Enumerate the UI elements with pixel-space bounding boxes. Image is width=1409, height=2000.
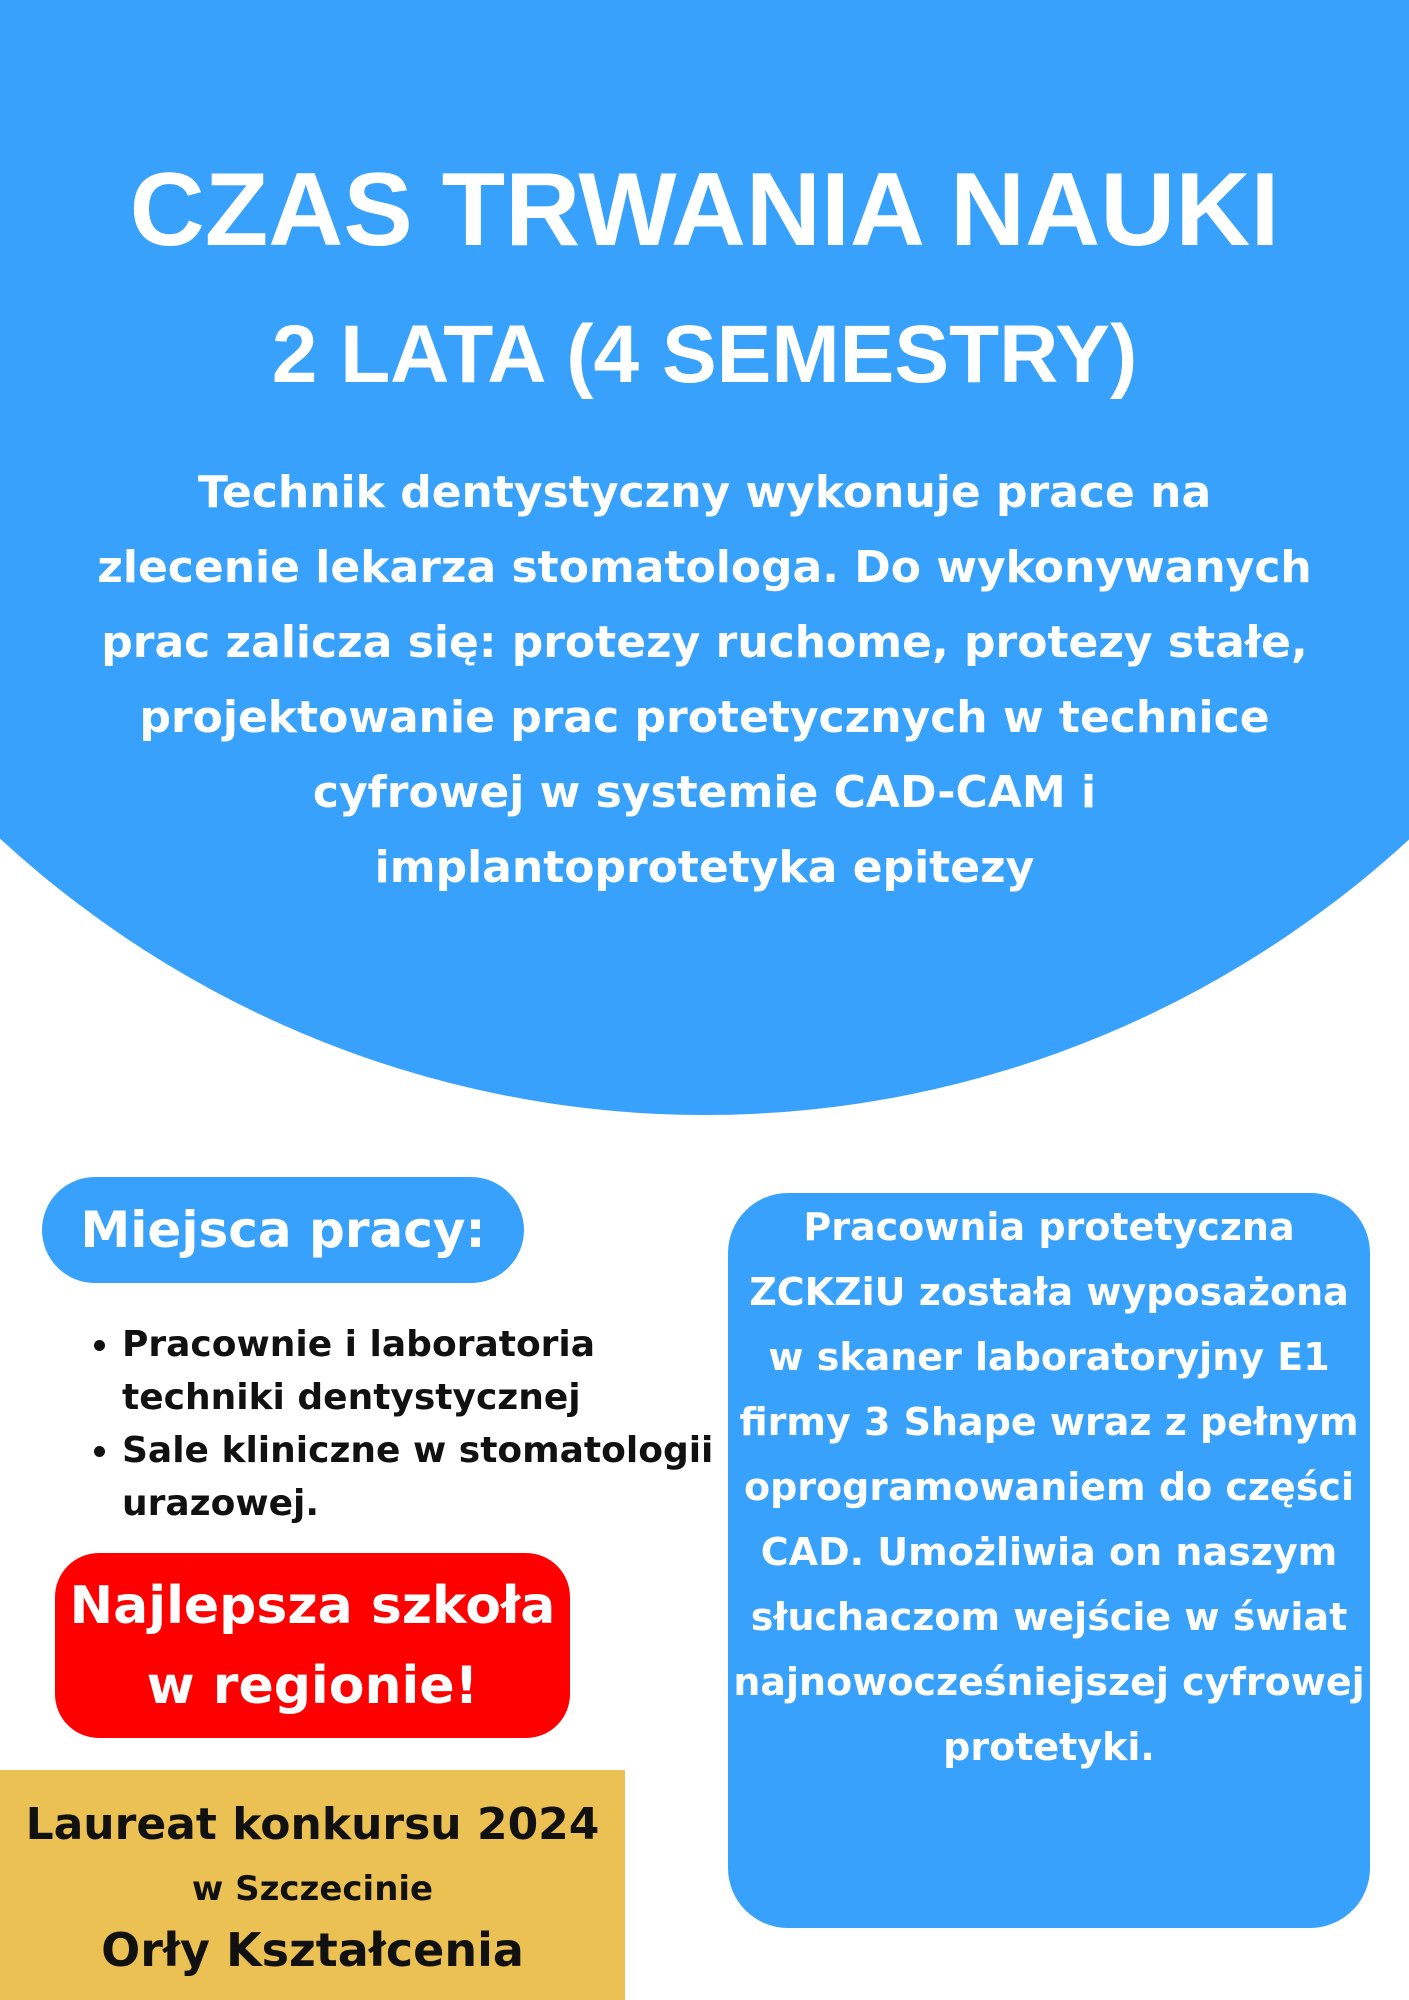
lab-info-box — [728, 1193, 1370, 1928]
duration-subtitle: 2 LATA (4 SEMESTRY) — [271, 309, 1138, 400]
best-school-badge — [55, 1553, 570, 1738]
lab-info-text: Pracownia protetyczna ZCKZiU została wyposażona w skaner laboratoryjny E1 firmy 3 Shape wraz z pełnym oprogramowaniem do części CAD. Umożliwia on naszym słuchaczom wejście w świat najnowocześniejszej cyfrowej protetyki. — [733, 1205, 1365, 1769]
workplace-item-clinics: • Sale kliniczne w stomatologii urazowej. — [122, 1424, 762, 1530]
laureate-line3: Orły Kształcenia — [101, 1923, 524, 1977]
laureate-line2: w Szczecinie — [191, 1869, 434, 1909]
laureate-box — [0, 1770, 625, 2000]
best-school-line2: w regionie! — [146, 1655, 479, 1716]
best-school-line1: Najlepsza szkoła — [69, 1575, 556, 1636]
workplaces-heading: Miejsca pracy: — [42, 1177, 524, 1283]
profession-description: Technik dentystyczny wykonuje prace na zlecenie lekarza stomatologa. Do wykonywanych prac zalicza się: protezy ruchome, protezy stałe, projektowanie prac protetycznych w technice cyfrowej w systemie CAD-CAM i implantoprotetyka epitezy — [97, 467, 1312, 893]
page-title: CZAS TRWANIA NAUKI — [129, 152, 1280, 268]
laureate-line1: Laureat konkursu 2024 — [25, 1799, 600, 1850]
workplace-item-labs: • Pracownie i laboratoria techniki dentystycznej — [122, 1318, 762, 1424]
workplaces-list — [70, 1318, 762, 1530]
